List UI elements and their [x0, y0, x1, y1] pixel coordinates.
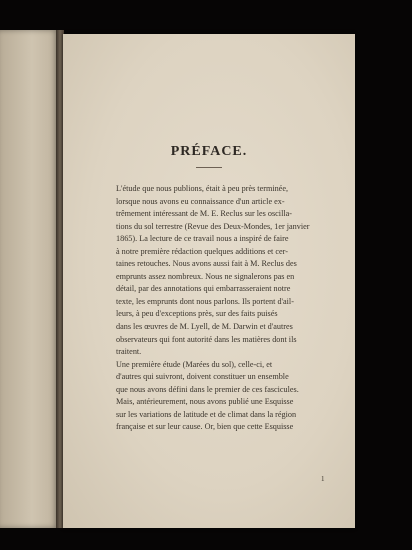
page-title: PRÉFACE. — [170, 144, 248, 159]
text-line: détail, par des annotations qui embarrasseraient notre — [116, 284, 291, 294]
text-line: 1865). La lecture de ce travail nous a inspiré de faire — [116, 234, 289, 244]
text-line: que nous avons défini dans le premier de ces fascicules. — [116, 384, 299, 394]
text-line: taines retouches. Nous avons aussi fait à M. Reclus des — [116, 259, 297, 269]
signature-mark: 1 — [321, 475, 325, 483]
text-line: à notre première rédaction quelques additions et cer- — [116, 246, 288, 256]
text-line: Une première étude (Marées du sol), celle-ci, et — [116, 359, 273, 369]
left-facing-page — [0, 30, 58, 528]
text-line: texte, les emprunts dont nous parlons. Ils portent d'ail- — [116, 296, 294, 306]
paragraph-1 — [104, 183, 340, 359]
text-line: dans les œuvres de M. Lyell, de M. Darwin et d'autres — [116, 322, 293, 332]
text-line: lorsque nous avons eu connaissance d'un article ex- — [116, 196, 285, 206]
text-line: trêmement intéressant de M. E. Reclus sur les oscilla- — [116, 209, 292, 219]
title-rule — [196, 167, 222, 168]
text-line: Mais, antérieurement, nous avons publié une Esquisse — [116, 397, 294, 407]
text-line: traitent. — [116, 347, 142, 357]
text-line: d'autres qui suivront, doivent constituer un ensemble — [116, 372, 289, 382]
body-text — [104, 183, 340, 434]
text-line: observateurs qui font autorité dans les matières dont ils — [116, 334, 297, 344]
text-line: sur les variations de latitude et de climat dans la région — [116, 409, 297, 419]
text-line: leurs, à peu d'exceptions près, sur des faits puisés — [116, 309, 278, 319]
text-line: tions du sol terrestre (Revue des Deux-Mondes, 1er janvier — [116, 221, 310, 231]
text-line: française et sur leur cause. Or, bien que cette Esquisse — [116, 422, 294, 432]
text-line: emprunts assez nombreux. Nous ne signalerons pas en — [116, 271, 295, 281]
paragraph-2 — [104, 359, 340, 434]
text-line: L'étude que nous publions, était à peu près terminée, — [116, 184, 288, 193]
